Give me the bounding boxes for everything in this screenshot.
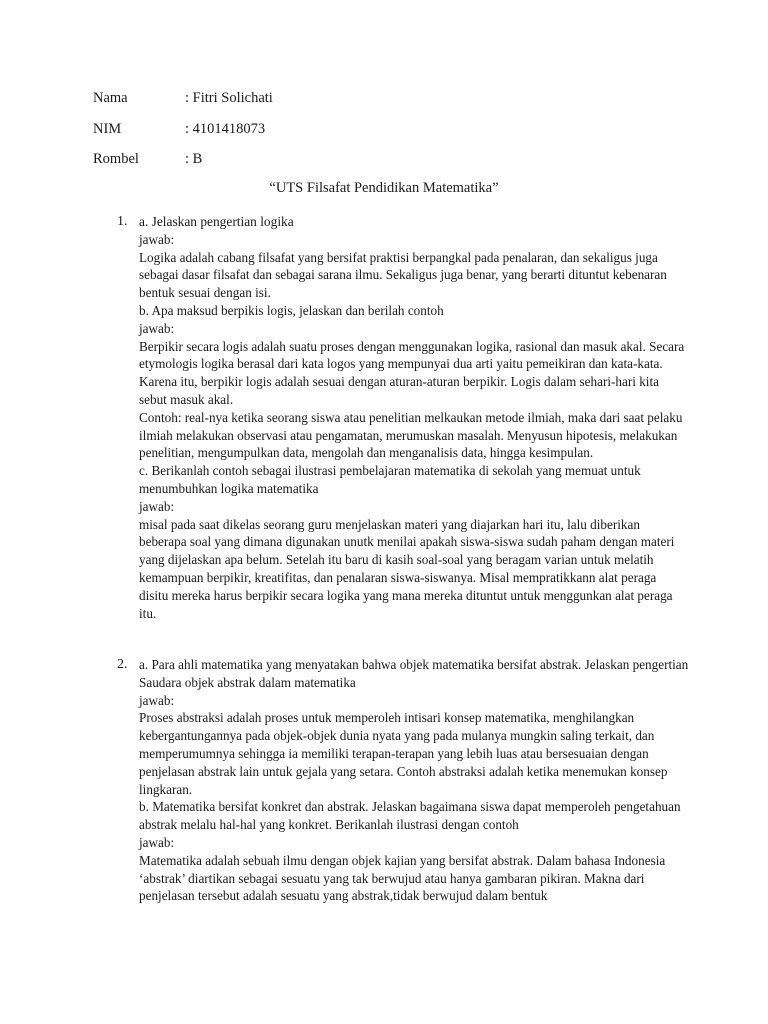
- nim-label: NIM: [93, 121, 122, 137]
- answer-1a: Logika adalah cabang filsafat yang bersifat praktisi berpangkal pada penalaran, dan sekaligus juga sebagai dasar filsafat dan sebagai sarana ilmu. Sekaligus juga benar, yang berarti dituntut kebenaran bentuk sesuai dengan isi.: [139, 249, 667, 301]
- answer-2b: Matematika adalah sebuah ilmu dengan objek kajian yang bersifat abstrak. Dalam bahasa Indonesia ‘abstrak’ diartikan sebagai sesuatu yang tak berwujud atau hanya gambaran pikiran. Makna dari penjelasan tersebut adalah sesuatu yang abstrak,tidak berwujud dalam bentuk: [139, 852, 666, 904]
- question-number: 2.: [117, 657, 128, 672]
- name-row: [93, 89, 273, 107]
- question-2b: b. Matematika bersifat konkret dan abstrak. Jelaskan bagaimana siswa dapat memperoleh pengetahuan abstrak melalu hal-hal yang konkret. Berikanlah ilustrasi dengan contoh: [139, 799, 681, 833]
- answer-label: jawab:: [139, 834, 175, 850]
- nim-value: : 4101418073: [185, 121, 266, 137]
- question-body: [139, 213, 687, 622]
- answer-label: jawab:: [139, 498, 175, 514]
- question-1b: b. Apa maksud berpikis logis, jelaskan dan berilah contoh: [139, 302, 444, 318]
- question-number: 1.: [117, 214, 128, 229]
- rombel-value: : B: [185, 151, 203, 167]
- example-1b: Contoh: real-nya ketika seorang siswa atau penelitian melkaukan metode ilmiah, maka dari saat pelaku ilmiah melakukan observasi atau pengamatan, merumuskan masalah. Menyusun hipotesis, melakukan penelitian, mengumpulkan data, mengolah dan menganalisis data, hingga kesimpulan.: [139, 409, 683, 461]
- answer-label: jawab:: [139, 320, 175, 336]
- rombel-label: Rombel: [93, 151, 139, 167]
- answer-2a: Proses abstraksi adalah proses untuk memperoleh intisari konsep matematika, menghilangkan kebergantungannya pada objek-objek dunia nyata yang pada mulanya mungkin saling terkait, dan memperumumnya sehingga ia memiliki terapan-terapan yang lebih luas atau bersesuaian dengan penjelasan abstrak lain untuk gejala yang setara. Contoh abstraksi adalah ketika menemukan konsep lingkaran.: [139, 710, 668, 797]
- rombel-row: [93, 150, 202, 168]
- name-label: Nama: [93, 90, 128, 106]
- answer-1c: misal pada saat dikelas seorang guru menjelaskan materi yang diajarkan hari itu, lalu diberikan beberapa soal yang dimana digunakan unutk menilai apakah siswa-siswa sudah paham dengan materi yang dijelaskan apa belum. Setelah itu baru di kasih soal-soal yang beragam varian untuk melatih kemampuan berpikir, kreatifitas, dan penalaran siswa-siswanya. Misal mempratikkann alat peraga disitu mereka harus berpikir secara logika yang mana mereka dituntut untuk menggunkan alat peraga itu.: [139, 516, 675, 621]
- question-1c: c. Berikanlah contoh sebagai ilustrasi pembelajaran matematika di sekolah yang memuat untuk menumbuhkan logika matematika: [139, 463, 641, 496]
- answer-label: jawab:: [139, 692, 175, 708]
- question-body: [139, 656, 692, 905]
- question-2a: a. Para ahli matematika yang menyatakan bahwa objek matematika bersifat abstrak. Jelaskan pengertian Saudara objek abstrak dalam matematika: [139, 657, 689, 690]
- answer-label: jawab:: [139, 231, 175, 247]
- document-title: “UTS Filsafat Pendidikan Matematika”: [269, 180, 499, 196]
- nim-row: [93, 120, 265, 138]
- question-1a: a. Jelaskan pengertian logika: [139, 214, 294, 229]
- answer-1b: Berpikir secara logis adalah suatu proses dengan menggunakan logika, rasional dan masuk akal. Secara etymologis logika berasal dari kata logos yang mempunyai dua arti yaitu pemeikiran dan kata-kata. Karena itu, berpikir logis adalah sesuai dengan aturan-aturan berpikir. Logis dalam sehari-hari kita sebut masuk akal.: [139, 338, 685, 407]
- name-value: : Fitri Solichati: [185, 90, 273, 106]
